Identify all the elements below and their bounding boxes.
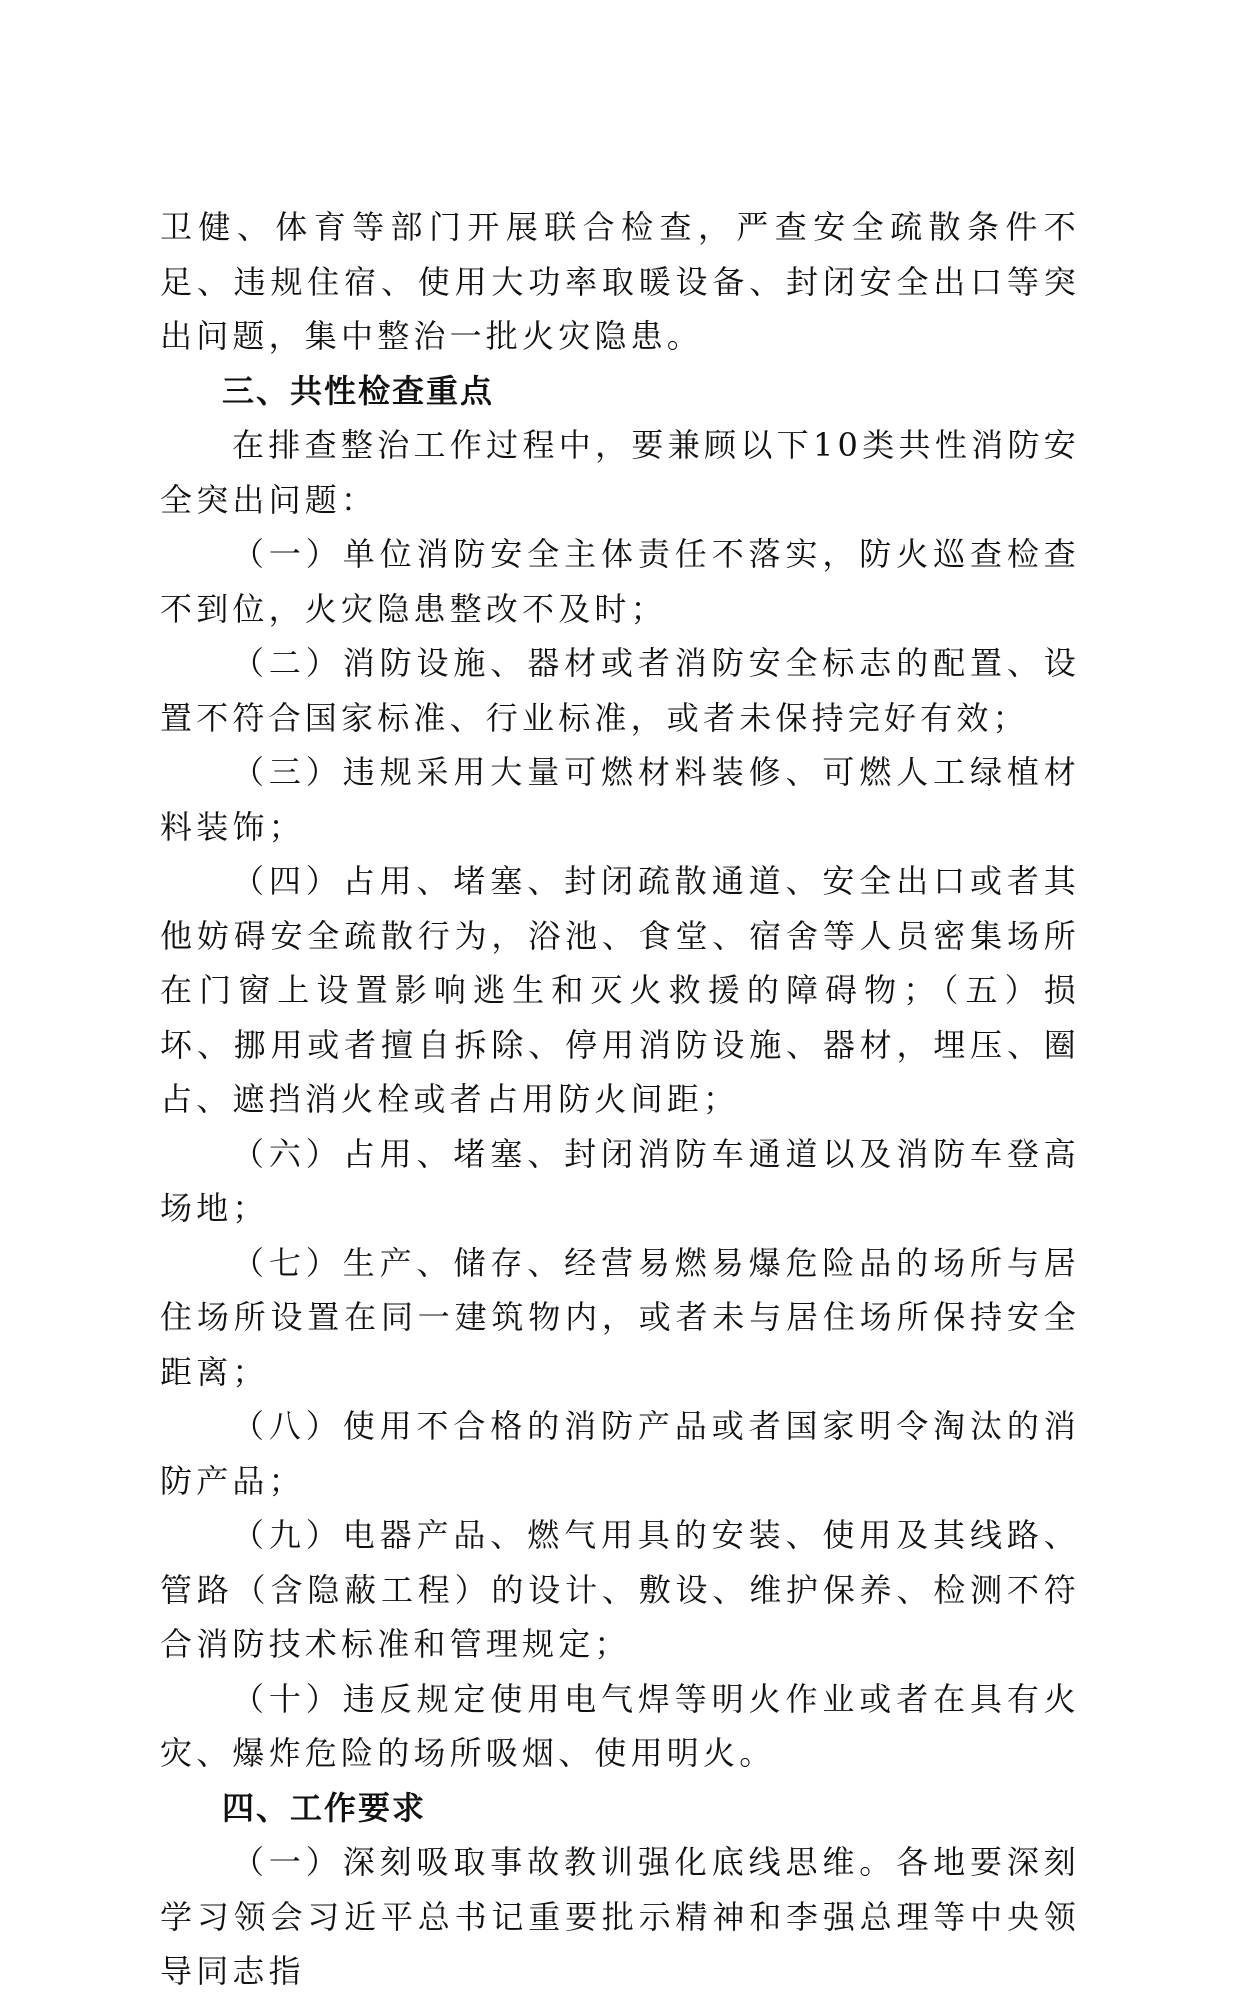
list-item-8: （八）使用不合格的消防产品或者国家明令淘汰的消防产品；	[160, 1407, 1080, 1500]
list-item-9: （九）电器产品、燃气用具的安装、使用及其线路、管路（含隐蔽工程）的设计、敷设、维护保养、检测不符合消防技术标准和管理规定；	[160, 1516, 1080, 1663]
list-item-2: （二）消防设施、器材或者消防安全标志的配置、设置不符合国家标准、行业标准，或者未保持完好有效；	[160, 644, 1080, 737]
list-item-1: （一）单位消防安全主体责任不落实，防火巡查检查不到位，火灾隐患整改不及时；	[160, 535, 1080, 628]
section-heading-common-inspection-focus: 三、共性检查重点	[222, 371, 495, 410]
list-item-4-5: （四）占用、堵塞、封闭疏散通道、安全出口或者其他妨碍安全疏散行为，浴池、食堂、宿舍等人员密集场所在门窗上设置影响逃生和灭火救援的障碍物；（五）损坏、挪用或者擅自拆除、停用消防设施、器材，埋压、圈占、遮挡消火栓或者占用防火间距；	[160, 862, 1080, 1118]
list-item-6: （六）占用、堵塞、封闭消防车通道以及消防车登高场地；	[160, 1134, 1080, 1227]
list-item-10: （十）违反规定使用电气焊等明火作业或者在具有火灾、爆炸危险的场所吸烟、使用明火。	[160, 1679, 1080, 1772]
paragraph-joint-inspection: 卫健、体育等部门开展联合检查，严查安全疏散条件不足、违规住宿、使用大功率取暖设备、封闭安全出口等突出问题，集中整治一批火灾隐患。	[160, 208, 1080, 355]
paragraph-intro-common-issues: 在排查整治工作过程中，要兼顾以下10类共性消防安全突出问题：	[160, 426, 1080, 519]
list-item-7: （七）生产、储存、经营易燃易爆危险品的场所与居住场所设置在同一建筑物内，或者未与居住场所保持安全距离；	[160, 1243, 1080, 1391]
document-body	[160, 200, 1080, 1999]
list-item-3: （三）违规采用大量可燃材料装修、可燃人工绿植材料装饰；	[160, 753, 1080, 846]
paragraph-requirement-1: （一）深刻吸取事故教训强化底线思维。各地要深刻学习领会习近平总书记重要批示精神和李强总理等中央领导同志指	[160, 1843, 1080, 1990]
section-heading-work-requirements: 四、工作要求	[222, 1788, 427, 1827]
